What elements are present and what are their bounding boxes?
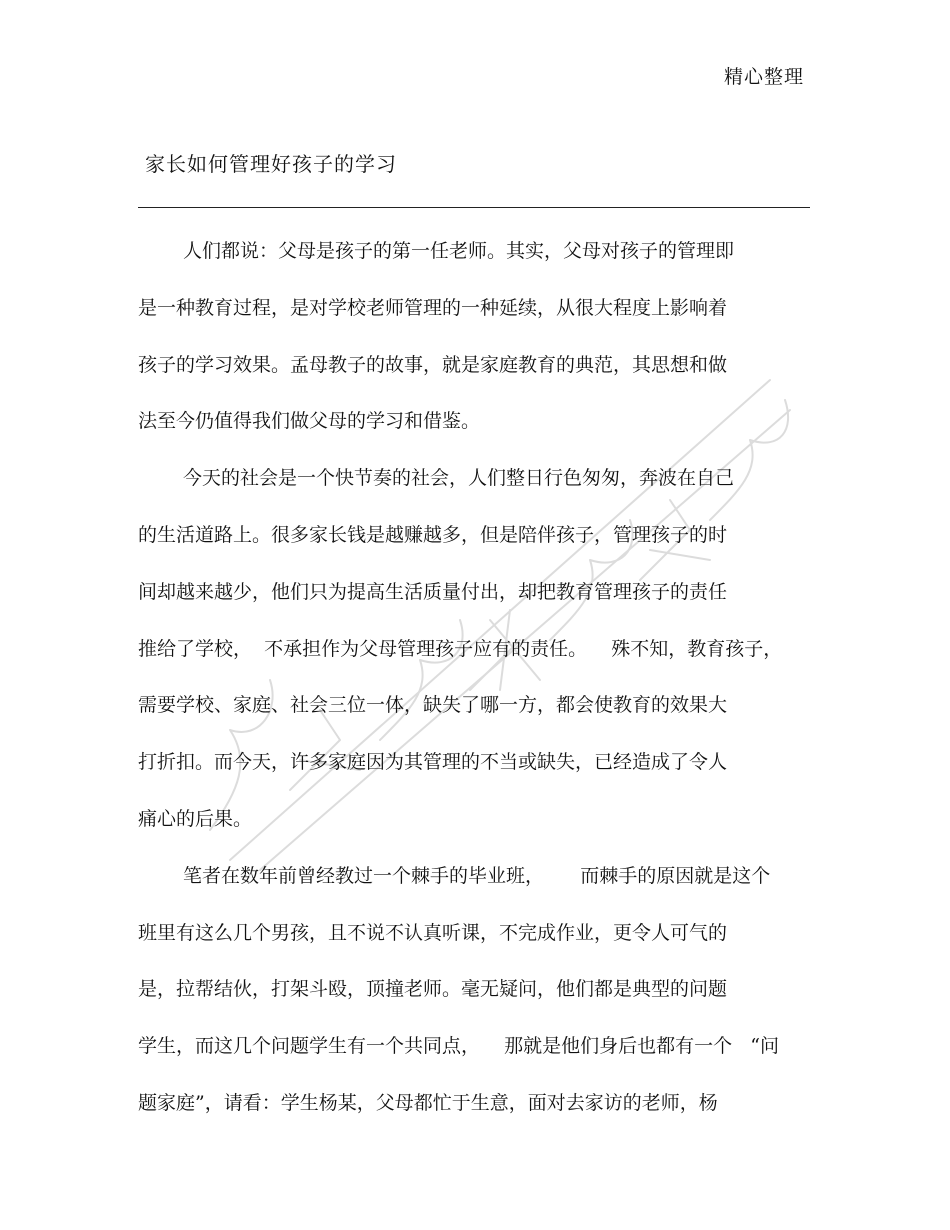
paragraph-line: 题家庭”，请看：学生杨某，父母都忙于生意，面对去家访的老师，杨 (138, 1091, 718, 1114)
paragraph-line: 学生，而这几个问题学生有一个共同点， 那就是他们身后也都有一个 “问 (138, 1035, 779, 1058)
paragraph-line: 法至今仍值得我们做父母的学习和借鉴。 (138, 410, 481, 433)
paragraph-line: 笔者在数年前曾经教过一个棘手的毕业班， 而棘手的原因就是这个 (183, 864, 771, 887)
paragraph-line: 孩子的学习效果。孟母教子的故事，就是家庭教育的典范，其思想和做 (138, 353, 728, 376)
paragraph-line: 今天的社会是一个快节奏的社会，人们整日行色匆匆，奔波在自己 (183, 467, 735, 490)
document-body (138, 233, 810, 1142)
paragraph-line: 打折扣。而今天，许多家庭因为其管理的不当或缺失，已经造成了令人 (138, 751, 728, 774)
paragraph-line: 的生活道路上。很多家长钱是越赚越多，但是陪伴孩子，管理孩子的时 (138, 523, 728, 546)
paragraph-line: 是一种教育过程，是对学校老师管理的一种延续，从很大程度上影响着 (138, 296, 728, 319)
document-title: 家长如何管理好孩子的学习 (145, 152, 397, 176)
title-divider (138, 207, 810, 208)
paragraph-line: 需要学校、家庭、社会三位一体，缺失了哪一方，都会使教育的效果大 (138, 694, 728, 717)
header-tag: 精心整理 (723, 66, 804, 88)
paragraph-line: 推给了学校， 不承担作为父母管理孩子应有的责任。 殊不知，教育孩子， (138, 637, 783, 660)
paragraph-line: 是，拉帮结伙，打架斗殴，顶撞老师。毫无疑问，他们都是典型的问题 (138, 978, 728, 1001)
paragraph-line: 痛心的后果。 (138, 807, 253, 830)
paragraph-line: 人们都说：父母是孩子的第一任老师。其实，父母对孩子的管理即 (183, 240, 735, 262)
paragraph-line: 间却越来越少，他们只为提高生活质量付出，却把教育管理孩子的责任 (138, 580, 728, 603)
paragraph-line: 班里有这么几个男孩，且不说不认真听课，不完成作业，更令人可气的 (138, 921, 728, 944)
